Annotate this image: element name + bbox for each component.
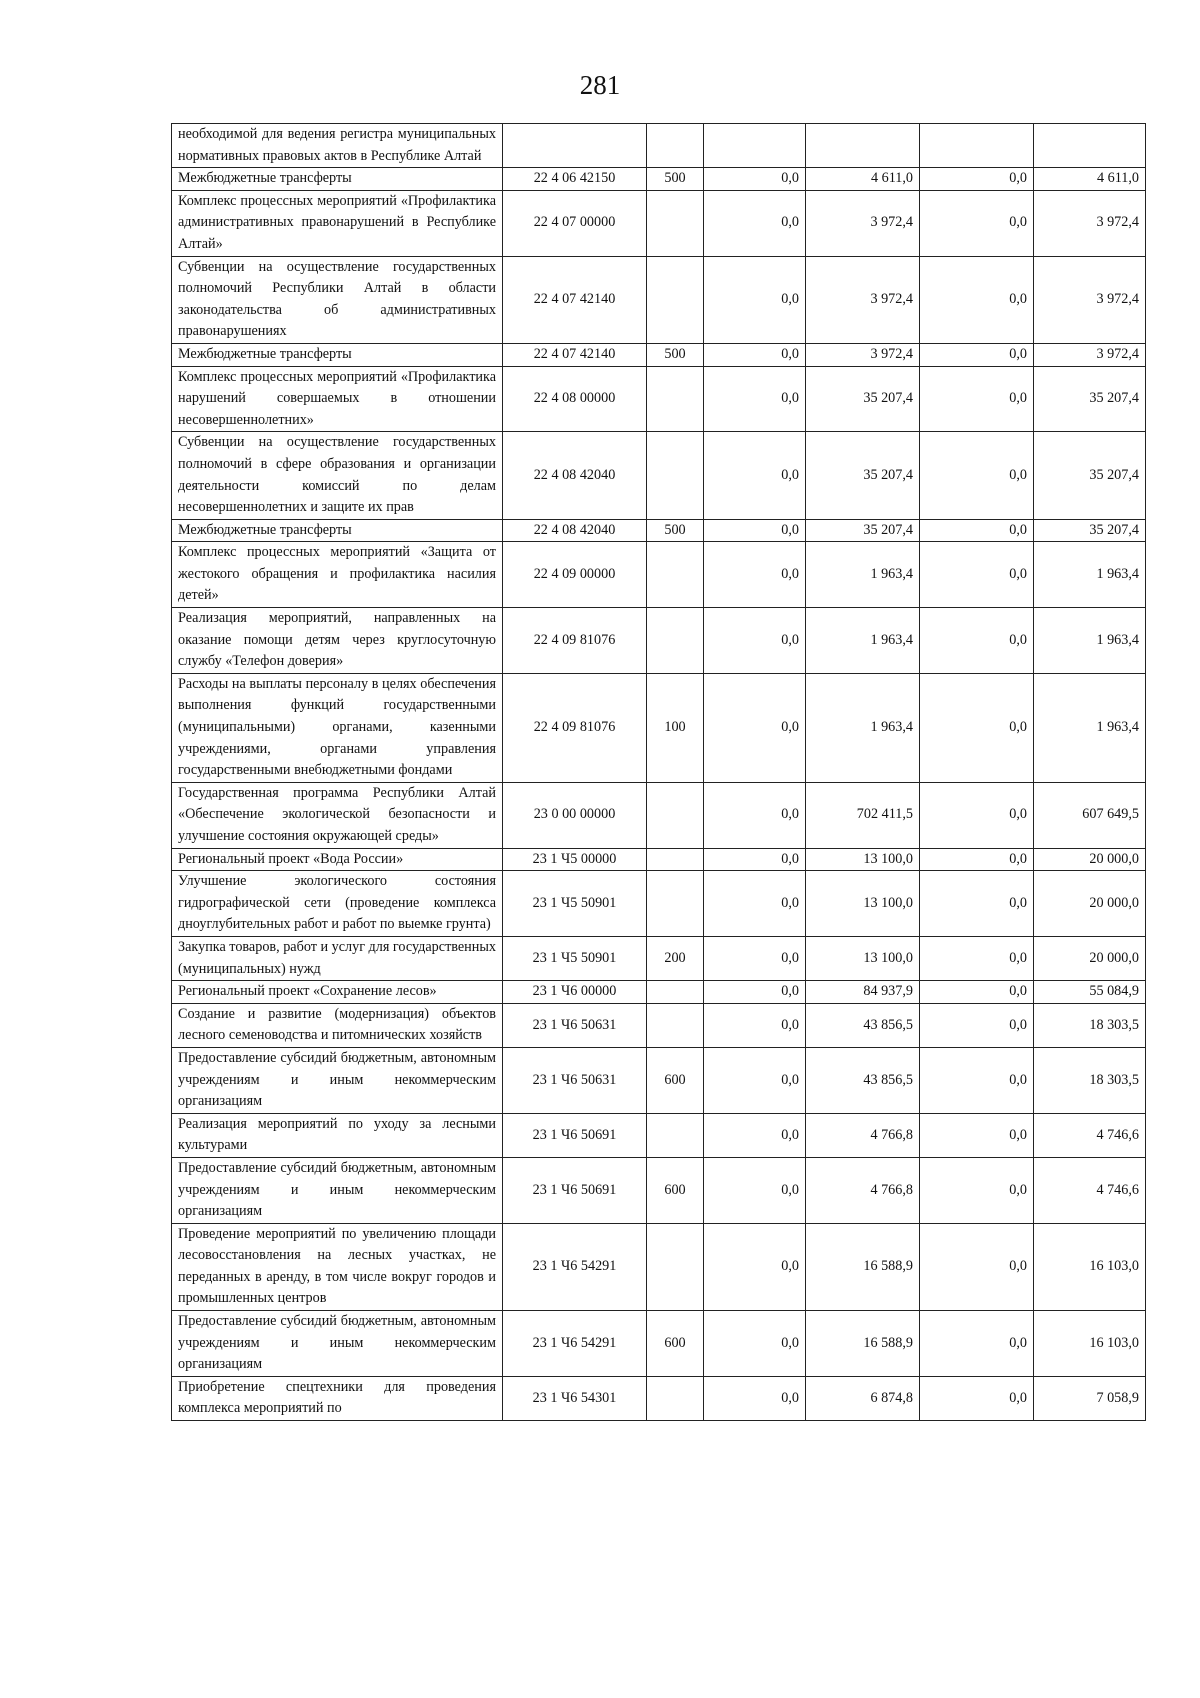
row-expense-type	[647, 1003, 704, 1047]
row-expense-type	[647, 782, 704, 848]
row-value-4: 1 963,4	[1034, 542, 1146, 608]
row-code: 23 1 Ч6 00000	[503, 981, 647, 1004]
row-code: 22 4 09 81076	[503, 673, 647, 782]
row-description: Региональный проект «Вода России»	[172, 848, 503, 871]
row-expense-type	[647, 542, 704, 608]
row-value-3: 0,0	[920, 936, 1034, 980]
table-row	[172, 1157, 1146, 1223]
row-expense-type	[647, 1113, 704, 1157]
row-value-2: 16 588,9	[806, 1311, 920, 1377]
row-value-4: 35 207,4	[1034, 366, 1146, 432]
row-code: 23 1 Ч6 50631	[503, 1047, 647, 1113]
row-expense-type	[647, 124, 704, 168]
row-value-1: 0,0	[704, 1223, 806, 1310]
row-value-1: 0,0	[704, 871, 806, 937]
row-description: Межбюджетные трансферты	[172, 343, 503, 366]
table-row	[172, 343, 1146, 366]
row-description: Предоставление субсидий бюджетным, автономным учреждениям и иным некоммерческим организациям	[172, 1311, 503, 1377]
row-value-1: 0,0	[704, 542, 806, 608]
table-row	[172, 366, 1146, 432]
table-row	[172, 1376, 1146, 1420]
row-code: 23 1 Ч6 50691	[503, 1157, 647, 1223]
row-value-2: 35 207,4	[806, 519, 920, 542]
row-value-1: 0,0	[704, 1157, 806, 1223]
row-expense-type	[647, 256, 704, 343]
row-value-3: 0,0	[920, 542, 1034, 608]
row-code: 22 4 09 81076	[503, 608, 647, 674]
row-code: 23 1 Ч6 50631	[503, 1003, 647, 1047]
row-description: Предоставление субсидий бюджетным, автономным учреждениям и иным некоммерческим организациям	[172, 1047, 503, 1113]
row-expense-type	[647, 871, 704, 937]
row-expense-type: 600	[647, 1157, 704, 1223]
row-expense-type: 500	[647, 519, 704, 542]
row-value-2: 43 856,5	[806, 1003, 920, 1047]
row-value-1: 0,0	[704, 366, 806, 432]
row-code	[503, 124, 647, 168]
row-code: 22 4 07 00000	[503, 190, 647, 256]
row-value-2: 4 766,8	[806, 1157, 920, 1223]
row-description: Проведение мероприятий по увеличению площади лесовосстановления на лесных участках, не переданных в аренду, в том числе вокруг городов и промышленных центров	[172, 1223, 503, 1310]
row-value-1: 0,0	[704, 168, 806, 191]
row-value-2: 1 963,4	[806, 542, 920, 608]
row-description: Субвенции на осуществление государственных полномочий Республики Алтай в области законодательства об административных правонарушениях	[172, 256, 503, 343]
row-value-2: 43 856,5	[806, 1047, 920, 1113]
page-number: 281	[579, 70, 621, 100]
row-expense-type	[647, 432, 704, 519]
row-value-4: 1 963,4	[1034, 608, 1146, 674]
table-row	[172, 782, 1146, 848]
row-description: Создание и развитие (модернизация) объектов лесного семеноводства и питомнических хозяйств	[172, 1003, 503, 1047]
row-code: 22 4 08 42040	[503, 519, 647, 542]
row-code: 22 4 08 42040	[503, 432, 647, 519]
row-value-3: 0,0	[920, 1003, 1034, 1047]
row-value-2: 16 588,9	[806, 1223, 920, 1310]
row-description: Реализация мероприятий по уходу за лесными культурами	[172, 1113, 503, 1157]
row-value-4: 18 303,5	[1034, 1047, 1146, 1113]
row-code: 22 4 08 00000	[503, 366, 647, 432]
row-description: Государственная программа Республики Алтай «Обеспечение экологической безопасности и улучшение состояния окружающей среды»	[172, 782, 503, 848]
row-value-3: 0,0	[920, 366, 1034, 432]
table-row	[172, 1003, 1146, 1047]
row-expense-type: 100	[647, 673, 704, 782]
table-row	[172, 981, 1146, 1004]
row-value-4: 4 746,6	[1034, 1157, 1146, 1223]
row-description: Улучшение экологического состояния гидрографической сети (проведение комплекса дноуглубительных работ и работ по выемке грунта)	[172, 871, 503, 937]
row-value-1: 0,0	[704, 519, 806, 542]
row-expense-type: 200	[647, 936, 704, 980]
row-code: 23 1 Ч6 54291	[503, 1311, 647, 1377]
table-row	[172, 190, 1146, 256]
row-expense-type	[647, 1223, 704, 1310]
row-description: Предоставление субсидий бюджетным, автономным учреждениям и иным некоммерческим организациям	[172, 1157, 503, 1223]
row-value-2: 1 963,4	[806, 608, 920, 674]
table-row	[172, 608, 1146, 674]
row-value-1: 0,0	[704, 1113, 806, 1157]
row-value-3: 0,0	[920, 1311, 1034, 1377]
row-value-2: 84 937,9	[806, 981, 920, 1004]
table-row	[172, 432, 1146, 519]
row-code: 23 1 Ч5 00000	[503, 848, 647, 871]
row-value-1: 0,0	[704, 343, 806, 366]
row-value-4: 18 303,5	[1034, 1003, 1146, 1047]
row-value-1: 0,0	[704, 256, 806, 343]
row-value-2: 35 207,4	[806, 432, 920, 519]
table-row	[172, 1113, 1146, 1157]
row-value-3: 0,0	[920, 256, 1034, 343]
row-value-2: 13 100,0	[806, 848, 920, 871]
table-row	[172, 871, 1146, 937]
row-code: 22 4 07 42140	[503, 343, 647, 366]
row-code: 23 1 Ч6 54301	[503, 1376, 647, 1420]
row-value-2: 3 972,4	[806, 190, 920, 256]
table-row	[172, 848, 1146, 871]
row-value-3: 0,0	[920, 608, 1034, 674]
row-value-2: 35 207,4	[806, 366, 920, 432]
row-value-1: 0,0	[704, 190, 806, 256]
row-expense-type	[647, 608, 704, 674]
row-value-4: 7 058,9	[1034, 1376, 1146, 1420]
row-code: 23 1 Ч5 50901	[503, 871, 647, 937]
row-value-1: 0,0	[704, 608, 806, 674]
row-value-4	[1034, 124, 1146, 168]
row-value-3: 0,0	[920, 848, 1034, 871]
row-value-2: 1 963,4	[806, 673, 920, 782]
row-value-1: 0,0	[704, 1311, 806, 1377]
row-expense-type: 600	[647, 1311, 704, 1377]
row-value-3: 0,0	[920, 168, 1034, 191]
row-value-3	[920, 124, 1034, 168]
row-value-2: 13 100,0	[806, 936, 920, 980]
row-description: Межбюджетные трансферты	[172, 519, 503, 542]
budget-table	[171, 123, 1146, 1421]
row-description: Расходы на выплаты персоналу в целях обеспечения выполнения функций государственными (муниципальными) органами, казенными учреждениями, органами управления государственными внебюджетными фондами	[172, 673, 503, 782]
row-value-2: 4 611,0	[806, 168, 920, 191]
row-value-4: 16 103,0	[1034, 1223, 1146, 1310]
row-value-1: 0,0	[704, 936, 806, 980]
row-description: Закупка товаров, работ и услуг для государственных (муниципальных) нужд	[172, 936, 503, 980]
row-value-1: 0,0	[704, 432, 806, 519]
row-description: Субвенции на осуществление государственных полномочий в сфере образования и организации деятельности комиссий по делам несовершеннолетних и защите их прав	[172, 432, 503, 519]
row-value-4: 20 000,0	[1034, 936, 1146, 980]
table-row	[172, 168, 1146, 191]
row-value-1: 0,0	[704, 1047, 806, 1113]
row-value-4: 35 207,4	[1034, 519, 1146, 542]
row-value-1: 0,0	[704, 1003, 806, 1047]
row-expense-type: 500	[647, 168, 704, 191]
row-value-3: 0,0	[920, 519, 1034, 542]
row-description: Комплекс процессных мероприятий «Защита от жестокого обращения и профилактика насилия детей»	[172, 542, 503, 608]
row-value-3: 0,0	[920, 1376, 1034, 1420]
row-description: Межбюджетные трансферты	[172, 168, 503, 191]
row-description: Региональный проект «Сохранение лесов»	[172, 981, 503, 1004]
table-row	[172, 124, 1146, 168]
row-value-1: 0,0	[704, 782, 806, 848]
row-value-3: 0,0	[920, 1113, 1034, 1157]
row-value-2: 3 972,4	[806, 343, 920, 366]
row-value-4: 607 649,5	[1034, 782, 1146, 848]
row-description: Комплекс процессных мероприятий «Профилактика административных правонарушений в Республике Алтай»	[172, 190, 503, 256]
row-value-2: 13 100,0	[806, 871, 920, 937]
row-value-4: 4 746,6	[1034, 1113, 1146, 1157]
row-expense-type	[647, 1376, 704, 1420]
row-value-2: 3 972,4	[806, 256, 920, 343]
row-expense-type: 500	[647, 343, 704, 366]
row-value-3: 0,0	[920, 343, 1034, 366]
row-value-1: 0,0	[704, 673, 806, 782]
row-code: 23 1 Ч6 54291	[503, 1223, 647, 1310]
table-row	[172, 1047, 1146, 1113]
row-value-4: 1 963,4	[1034, 673, 1146, 782]
row-expense-type	[647, 848, 704, 871]
row-value-4: 20 000,0	[1034, 848, 1146, 871]
row-value-3: 0,0	[920, 190, 1034, 256]
table-row	[172, 542, 1146, 608]
row-value-1: 0,0	[704, 981, 806, 1004]
row-code: 22 4 06 42150	[503, 168, 647, 191]
row-value-4: 20 000,0	[1034, 871, 1146, 937]
table-row	[172, 1311, 1146, 1377]
row-value-3: 0,0	[920, 1223, 1034, 1310]
row-value-3: 0,0	[920, 981, 1034, 1004]
row-value-4: 4 611,0	[1034, 168, 1146, 191]
row-code: 23 0 00 00000	[503, 782, 647, 848]
row-expense-type	[647, 366, 704, 432]
row-value-3: 0,0	[920, 432, 1034, 519]
row-value-3: 0,0	[920, 673, 1034, 782]
row-expense-type	[647, 190, 704, 256]
row-value-4: 3 972,4	[1034, 343, 1146, 366]
table-row	[172, 936, 1146, 980]
row-code: 22 4 09 00000	[503, 542, 647, 608]
row-value-3: 0,0	[920, 782, 1034, 848]
row-value-3: 0,0	[920, 1157, 1034, 1223]
row-expense-type: 600	[647, 1047, 704, 1113]
row-value-4: 3 972,4	[1034, 256, 1146, 343]
row-value-4: 3 972,4	[1034, 190, 1146, 256]
row-value-4: 55 084,9	[1034, 981, 1146, 1004]
row-description: необходимой для ведения регистра муниципальных нормативных правовых актов в Республике Алтай	[172, 124, 503, 168]
table-row	[172, 673, 1146, 782]
table-row	[172, 519, 1146, 542]
row-value-4: 16 103,0	[1034, 1311, 1146, 1377]
row-code: 22 4 07 42140	[503, 256, 647, 343]
row-expense-type	[647, 981, 704, 1004]
row-value-3: 0,0	[920, 1047, 1034, 1113]
table-body	[172, 124, 1146, 1421]
row-description: Реализация мероприятий, направленных на оказание помощи детям через круглосуточную службу «Телефон доверия»	[172, 608, 503, 674]
row-value-2	[806, 124, 920, 168]
table-row	[172, 256, 1146, 343]
row-value-2: 6 874,8	[806, 1376, 920, 1420]
row-value-1	[704, 124, 806, 168]
row-description: Приобретение спецтехники для проведения комплекса мероприятий по	[172, 1376, 503, 1420]
row-value-4: 35 207,4	[1034, 432, 1146, 519]
row-code: 23 1 Ч5 50901	[503, 936, 647, 980]
row-value-1: 0,0	[704, 1376, 806, 1420]
row-value-3: 0,0	[920, 871, 1034, 937]
row-value-2: 702 411,5	[806, 782, 920, 848]
row-value-2: 4 766,8	[806, 1113, 920, 1157]
table-row	[172, 1223, 1146, 1310]
row-description: Комплекс процессных мероприятий «Профилактика нарушений совершаемых в отношении несовершеннолетних»	[172, 366, 503, 432]
row-code: 23 1 Ч6 50691	[503, 1113, 647, 1157]
row-value-1: 0,0	[704, 848, 806, 871]
